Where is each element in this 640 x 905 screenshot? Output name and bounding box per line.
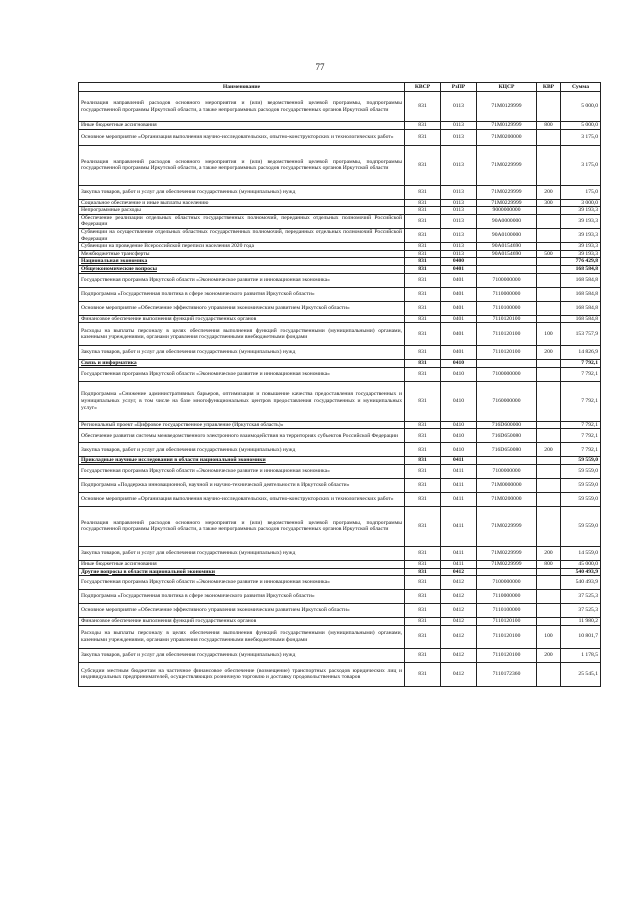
cell-kvsr: 831 <box>405 478 441 492</box>
cell-kvsr: 831 <box>405 92 441 122</box>
table-row <box>79 560 601 568</box>
cell-kvr <box>537 367 561 381</box>
cell-kvr <box>537 478 561 492</box>
cell-sum: 7 792,1 <box>561 421 601 429</box>
table-row <box>79 301 601 315</box>
table-row <box>79 145 601 185</box>
cell-kvr: 500 <box>537 250 561 258</box>
cell-kvr <box>537 228 561 242</box>
cell-kcsr: 71М0229999 <box>477 185 537 199</box>
cell-kcsr: 7110120100 <box>477 323 537 346</box>
cell-rzpr: 0113 <box>441 243 477 251</box>
cell-kvr: 200 <box>537 443 561 457</box>
cell-kvr: 300 <box>537 199 561 207</box>
cell-kvr: 800 <box>537 122 561 130</box>
table-row <box>79 492 601 506</box>
cell-sum: 175,0 <box>561 185 601 199</box>
cell-name: Реализация направлений расходов основного мероприятия и (или) ведомственной целевой программы, подпрограммы государственной программы Иркутской области, а также непрограммных расходов государственных органов Иркутской области <box>79 145 405 185</box>
cell-kcsr: 7100000000 <box>477 367 537 381</box>
cell-kvr <box>537 92 561 122</box>
cell-kvr <box>537 287 561 301</box>
cell-rzpr: 0411 <box>441 492 477 506</box>
cell-kvsr: 831 <box>405 492 441 506</box>
cell-kvr <box>537 590 561 604</box>
cell-name: Общеэкономические вопросы <box>79 265 405 273</box>
cell-kcsr <box>477 457 537 465</box>
cell-name: Иные бюджетные ассигнования <box>79 560 405 568</box>
cell-rzpr: 0401 <box>441 273 477 287</box>
cell-kvsr: 831 <box>405 129 441 145</box>
cell-rzpr: 0401 <box>441 315 477 323</box>
cell-name: Другие вопросы в области национальной экономики <box>79 568 405 576</box>
cell-sum: 168 584,8 <box>561 287 601 301</box>
cell-sum: 3 175,0 <box>561 129 601 145</box>
cell-rzpr: 0410 <box>441 381 477 421</box>
cell-kvsr: 831 <box>405 207 441 215</box>
cell-rzpr: 0410 <box>441 360 477 368</box>
cell-kvsr: 831 <box>405 273 441 287</box>
cell-name: Прикладные научные исследования в области национальной экономики <box>79 457 405 465</box>
cell-rzpr: 0411 <box>441 478 477 492</box>
cell-kvr <box>537 243 561 251</box>
header-name: Наименование <box>79 83 405 92</box>
cell-name: Реализация направлений расходов основного мероприятия и (или) ведомственной целевой программы, подпрограммы государственной программы Иркутской области, а также непрограммных расходов государственных органов Иркутской области <box>79 92 405 122</box>
cell-name: Закупка товаров, работ и услуг для обеспечения государственных (муниципальных) нужд <box>79 443 405 457</box>
cell-rzpr: 0400 <box>441 258 477 266</box>
table-row <box>79 443 601 457</box>
cell-name: Субвенции на осуществление отдельных областных государственных полномочий, переданных отдельных полномочий Российской Федерации <box>79 228 405 242</box>
cell-kvsr: 831 <box>405 145 441 185</box>
cell-sum: 59 559,0 <box>561 492 601 506</box>
cell-kvr: 100 <box>537 323 561 346</box>
cell-kvr: 200 <box>537 546 561 560</box>
table-row <box>79 185 601 199</box>
table-header-row <box>79 83 601 92</box>
cell-rzpr: 0113 <box>441 185 477 199</box>
cell-kvsr: 831 <box>405 360 441 368</box>
table-row <box>79 625 601 648</box>
cell-kvr <box>537 421 561 429</box>
cell-rzpr: 0113 <box>441 129 477 145</box>
cell-kvr: 100 <box>537 625 561 648</box>
cell-rzpr: 0401 <box>441 301 477 315</box>
cell-name: Субвенции на проведение Всероссийской переписи населения 2020 года <box>79 243 405 251</box>
table-row <box>79 429 601 443</box>
table-row <box>79 457 601 465</box>
cell-kvsr: 831 <box>405 618 441 626</box>
cell-kvsr: 831 <box>405 443 441 457</box>
cell-name: Основное мероприятие «Обеспечение эффективного управления экономическим развитием Иркутской области» <box>79 604 405 618</box>
cell-name: Государственная программа Иркутской области «Экономическое развитие и инновационная экономика» <box>79 576 405 590</box>
cell-name: Обеспечение развития системы межведомственного электронного взаимодействия на территориях субъектов Российской Федерации <box>79 429 405 443</box>
cell-rzpr: 0411 <box>441 546 477 560</box>
cell-kcsr: 716D600000 <box>477 421 537 429</box>
cell-name: Национальная экономика <box>79 258 405 266</box>
cell-kvr <box>537 492 561 506</box>
cell-rzpr: 0113 <box>441 92 477 122</box>
cell-kcsr: 90А0154690 <box>477 243 537 251</box>
cell-kvsr: 831 <box>405 625 441 648</box>
cell-kcsr: 71М0229999 <box>477 546 537 560</box>
table-row <box>79 648 601 662</box>
header-kvr: КВР <box>537 83 561 92</box>
table-row <box>79 265 601 273</box>
cell-kcsr: 71М0129999 <box>477 122 537 130</box>
cell-rzpr: 0412 <box>441 618 477 626</box>
cell-rzpr: 0410 <box>441 443 477 457</box>
cell-kvsr: 831 <box>405 323 441 346</box>
cell-sum: 7 792,1 <box>561 443 601 457</box>
cell-rzpr: 0411 <box>441 560 477 568</box>
cell-name: Закупка товаров, работ и услуг для обеспечения государственных (муниципальных) нужд <box>79 346 405 360</box>
cell-kvr: 200 <box>537 185 561 199</box>
cell-name: Иные бюджетные ассигнования <box>79 122 405 130</box>
header-kvsr: КВСР <box>405 83 441 92</box>
cell-kcsr: 7100000000 <box>477 273 537 287</box>
cell-sum: 45 000,0 <box>561 560 601 568</box>
cell-kvsr: 831 <box>405 287 441 301</box>
cell-kvsr: 831 <box>405 301 441 315</box>
cell-kcsr: 716D650080 <box>477 443 537 457</box>
table-row <box>79 323 601 346</box>
table-row <box>79 122 601 130</box>
cell-kcsr <box>477 265 537 273</box>
cell-name: Основное мероприятие «Организация выполнения научно-исследовательских, опытно-конструкторских и технологических работ» <box>79 129 405 145</box>
budget-table <box>78 82 601 687</box>
cell-sum: 39 193,3 <box>561 243 601 251</box>
cell-kcsr: 7160000000 <box>477 381 537 421</box>
table-row <box>79 207 601 215</box>
table-row <box>79 129 601 145</box>
table-row <box>79 243 601 251</box>
cell-sum: 14 826,9 <box>561 346 601 360</box>
cell-rzpr: 0113 <box>441 228 477 242</box>
table-row <box>79 381 601 421</box>
cell-kvsr: 831 <box>405 648 441 662</box>
cell-kcsr: 71М0200000 <box>477 129 537 145</box>
cell-name: Региональный проект «Цифровое государственное управление (Иркутская область)» <box>79 421 405 429</box>
cell-kvr <box>537 429 561 443</box>
cell-rzpr: 0412 <box>441 648 477 662</box>
cell-kvr <box>537 207 561 215</box>
cell-sum: 5 000,0 <box>561 122 601 130</box>
cell-name: Финансовое обеспечение выполнения функций государственных органов <box>79 618 405 626</box>
cell-sum: 10 801,7 <box>561 625 601 648</box>
table-row <box>79 568 601 576</box>
cell-sum: 776 429,8 <box>561 258 601 266</box>
cell-kvr <box>537 315 561 323</box>
cell-kvr <box>537 265 561 273</box>
cell-rzpr: 0411 <box>441 457 477 465</box>
cell-sum: 168 584,8 <box>561 265 601 273</box>
cell-kcsr: 71М0129999 <box>477 92 537 122</box>
cell-kvsr: 831 <box>405 315 441 323</box>
cell-name: Подпрограмма «Государственная политика в сфере экономического развития Иркутской области» <box>79 590 405 604</box>
cell-kcsr: 7110120100 <box>477 625 537 648</box>
cell-kcsr: 90А0000000 <box>477 214 537 228</box>
cell-kvsr: 831 <box>405 590 441 604</box>
cell-name: Расходы на выплаты персоналу в целях обеспечения выполнения функций государственными (муниципальными) органами, казенными учреждениями, органами управления государственными внебюджетными фондами <box>79 323 405 346</box>
cell-kvr: 200 <box>537 346 561 360</box>
cell-kvr <box>537 464 561 478</box>
cell-kvr <box>537 360 561 368</box>
cell-kvsr: 831 <box>405 122 441 130</box>
cell-name: Закупка товаров, работ и услуг для обеспечения государственных (муниципальных) нужд <box>79 185 405 199</box>
cell-rzpr: 0411 <box>441 506 477 546</box>
table-body <box>79 92 601 687</box>
table-row <box>79 367 601 381</box>
cell-sum: 39 193,3 <box>561 214 601 228</box>
page-number: 77 <box>315 62 325 72</box>
cell-sum: 3 175,0 <box>561 145 601 185</box>
cell-kvsr: 831 <box>405 506 441 546</box>
cell-rzpr: 0412 <box>441 590 477 604</box>
cell-kvsr: 831 <box>405 576 441 590</box>
cell-sum: 14 559,0 <box>561 546 601 560</box>
cell-kvr <box>537 258 561 266</box>
cell-rzpr: 0410 <box>441 367 477 381</box>
cell-kvr: 200 <box>537 648 561 662</box>
cell-sum: 5 000,0 <box>561 92 601 122</box>
table-row <box>79 258 601 266</box>
cell-kcsr <box>477 258 537 266</box>
cell-name: Подпрограмма «Снижение административных барьеров, оптимизация и повышение качества предоставления государственных и муниципальных услуг, в том числе на базе многофункциональных центров предоставления государственных и муниципальных услуг» <box>79 381 405 421</box>
cell-kcsr: 9000000000 <box>477 207 537 215</box>
cell-kcsr: 7110120100 <box>477 346 537 360</box>
cell-sum: 59 559,0 <box>561 464 601 478</box>
cell-name: Закупка товаров, работ и услуг для обеспечения государственных (муниципальных) нужд <box>79 546 405 560</box>
cell-sum: 540 493,9 <box>561 568 601 576</box>
cell-kcsr: 90А0100000 <box>477 228 537 242</box>
table-row <box>79 618 601 626</box>
cell-sum: 168 584,8 <box>561 315 601 323</box>
table-row <box>79 250 601 258</box>
cell-kcsr <box>477 568 537 576</box>
cell-kvsr: 831 <box>405 457 441 465</box>
cell-kvr <box>537 604 561 618</box>
header-rzpr: РзПР <box>441 83 477 92</box>
cell-kvsr: 831 <box>405 185 441 199</box>
cell-kcsr: 71М0229999 <box>477 560 537 568</box>
cell-sum: 11 980,2 <box>561 618 601 626</box>
cell-sum: 59 559,0 <box>561 457 601 465</box>
cell-rzpr: 0411 <box>441 464 477 478</box>
cell-kvsr: 831 <box>405 346 441 360</box>
table-row <box>79 478 601 492</box>
cell-name: Подпрограмма «Поддержка инновационной, научной и научно-технической деятельности в Иркутской области» <box>79 478 405 492</box>
cell-kcsr: 71М0229999 <box>477 145 537 185</box>
cell-kvr: 800 <box>537 560 561 568</box>
cell-name: Государственная программа Иркутской области «Экономическое развитие и инновационная экономика» <box>79 464 405 478</box>
table-row <box>79 287 601 301</box>
table-row <box>79 92 601 122</box>
cell-sum: 25 545,1 <box>561 662 601 686</box>
header-sum: Сумма <box>561 83 601 92</box>
cell-name: Расходы на выплаты персоналу в целях обеспечения выполнения функций государственными (муниципальными) органами, казенными учреждениями, органами управления государственными внебюджетными фондами <box>79 625 405 648</box>
cell-name: Социальное обеспечение и иные выплаты населению <box>79 199 405 207</box>
cell-name: Государственная программа Иркутской области «Экономическое развитие и инновационная экономика» <box>79 273 405 287</box>
cell-rzpr: 0113 <box>441 250 477 258</box>
cell-kvsr: 831 <box>405 429 441 443</box>
cell-name: Основное мероприятие «Обеспечение эффективного управления экономическим развитием Иркутской области» <box>79 301 405 315</box>
cell-kcsr: 7110120100 <box>477 648 537 662</box>
cell-kcsr: 71М0000000 <box>477 478 537 492</box>
cell-name: Государственная программа Иркутской области «Экономическое развитие и инновационная экономика» <box>79 367 405 381</box>
cell-rzpr: 0401 <box>441 323 477 346</box>
cell-sum: 7 792,1 <box>561 360 601 368</box>
cell-kcsr: 71М0200000 <box>477 492 537 506</box>
header-kcsr: КЦСР <box>477 83 537 92</box>
cell-kvsr: 831 <box>405 199 441 207</box>
cell-rzpr: 0412 <box>441 576 477 590</box>
cell-sum: 7 792,1 <box>561 381 601 421</box>
table-row <box>79 199 601 207</box>
cell-kvr <box>537 506 561 546</box>
cell-kvsr: 831 <box>405 243 441 251</box>
cell-sum: 59 559,0 <box>561 478 601 492</box>
cell-kcsr: 7110120100 <box>477 315 537 323</box>
cell-kvr <box>537 381 561 421</box>
cell-name: Субсидии местным бюджетам на частичное финансовое обеспечение (возмещение) транспортных расходов юридических лиц и индивидуальных предпринимателей, осуществляющих розничную торговлю и доставку продовольственных товаров <box>79 662 405 686</box>
cell-kvsr: 831 <box>405 228 441 242</box>
cell-rzpr: 0412 <box>441 568 477 576</box>
cell-sum: 39 193,3 <box>561 207 601 215</box>
cell-kvsr: 831 <box>405 568 441 576</box>
cell-kvr <box>537 457 561 465</box>
cell-name: Финансовое обеспечение выполнения функций государственных органов <box>79 315 405 323</box>
cell-sum: 168 584,8 <box>561 273 601 287</box>
cell-kcsr: 7110100000 <box>477 604 537 618</box>
table-row <box>79 604 601 618</box>
cell-kvsr: 831 <box>405 421 441 429</box>
cell-kvr <box>537 301 561 315</box>
cell-kvsr: 831 <box>405 214 441 228</box>
cell-kcsr: 7110100000 <box>477 301 537 315</box>
cell-sum: 7 792,1 <box>561 429 601 443</box>
cell-sum: 39 193,3 <box>561 250 601 258</box>
cell-kvr <box>537 129 561 145</box>
cell-kvsr: 831 <box>405 258 441 266</box>
table-row <box>79 662 601 686</box>
cell-kcsr: 716D650080 <box>477 429 537 443</box>
cell-kcsr: 7110120100 <box>477 618 537 626</box>
cell-rzpr: 0412 <box>441 625 477 648</box>
cell-kvsr: 831 <box>405 546 441 560</box>
table-row <box>79 464 601 478</box>
cell-rzpr: 0113 <box>441 207 477 215</box>
cell-rzpr: 0410 <box>441 421 477 429</box>
cell-sum: 39 193,3 <box>561 228 601 242</box>
cell-name: Подпрограмма «Государственная политика в сфере экономического развития Иркутской области» <box>79 287 405 301</box>
cell-sum: 59 559,0 <box>561 506 601 546</box>
table-row <box>79 590 601 604</box>
cell-sum: 168 584,8 <box>561 301 601 315</box>
cell-rzpr: 0113 <box>441 214 477 228</box>
cell-kvr <box>537 568 561 576</box>
cell-kvsr: 831 <box>405 265 441 273</box>
cell-kcsr: 7100000000 <box>477 464 537 478</box>
cell-name: Основное мероприятие «Организация выполнения научно-исследовательских, опытно-конструкторских и технологических работ» <box>79 492 405 506</box>
cell-sum: 153 757,9 <box>561 323 601 346</box>
cell-sum: 37 525,3 <box>561 604 601 618</box>
table-row <box>79 546 601 560</box>
cell-kvsr: 831 <box>405 560 441 568</box>
cell-name: Межбюджетные трансферты <box>79 250 405 258</box>
cell-kcsr: 71М0229999 <box>477 506 537 546</box>
cell-rzpr: 0113 <box>441 122 477 130</box>
cell-kvr <box>537 662 561 686</box>
cell-rzpr: 0113 <box>441 145 477 185</box>
cell-rzpr: 0401 <box>441 265 477 273</box>
cell-sum: 540 493,9 <box>561 576 601 590</box>
table-row <box>79 214 601 228</box>
cell-name: Реализация направлений расходов основного мероприятия и (или) ведомственной целевой программы, подпрограммы государственной программы Иркутской области, а также непрограммных расходов государственных органов Иркутской области <box>79 506 405 546</box>
cell-rzpr: 0113 <box>441 199 477 207</box>
cell-kcsr: 7110000000 <box>477 287 537 301</box>
cell-kcsr: 7110172360 <box>477 662 537 686</box>
cell-name: Обеспечение реализации отдельных областных государственных полномочий, переданных отдельных полномочий Российской Федерации <box>79 214 405 228</box>
table-row <box>79 315 601 323</box>
cell-kcsr: 7100000000 <box>477 576 537 590</box>
cell-kvr <box>537 214 561 228</box>
cell-sum: 1 178,5 <box>561 648 601 662</box>
table-row <box>79 273 601 287</box>
cell-kcsr <box>477 360 537 368</box>
table-row <box>79 506 601 546</box>
cell-sum: 37 525,3 <box>561 590 601 604</box>
cell-kcsr: 71М0229999 <box>477 199 537 207</box>
cell-kvsr: 831 <box>405 604 441 618</box>
cell-rzpr: 0412 <box>441 604 477 618</box>
cell-rzpr: 0412 <box>441 662 477 686</box>
table-row <box>79 228 601 242</box>
table-row <box>79 576 601 590</box>
table-row <box>79 346 601 360</box>
cell-kvr <box>537 145 561 185</box>
cell-name: Непрограммные расходы <box>79 207 405 215</box>
cell-sum: 7 792,1 <box>561 367 601 381</box>
cell-kcsr: 7110000000 <box>477 590 537 604</box>
cell-kvr <box>537 618 561 626</box>
cell-name: Связь и информатика <box>79 360 405 368</box>
cell-sum: 3 000,0 <box>561 199 601 207</box>
cell-kvsr: 831 <box>405 662 441 686</box>
cell-name: Закупка товаров, работ и услуг для обеспечения государственных (муниципальных) нужд <box>79 648 405 662</box>
cell-kcsr: 90А0154690 <box>477 250 537 258</box>
table-row <box>79 421 601 429</box>
cell-rzpr: 0401 <box>441 346 477 360</box>
cell-kvsr: 831 <box>405 464 441 478</box>
table-row <box>79 360 601 368</box>
cell-rzpr: 0401 <box>441 287 477 301</box>
cell-kvr <box>537 273 561 287</box>
cell-kvr <box>537 576 561 590</box>
cell-kvsr: 831 <box>405 250 441 258</box>
cell-kvsr: 831 <box>405 381 441 421</box>
cell-kvsr: 831 <box>405 367 441 381</box>
cell-rzpr: 0410 <box>441 429 477 443</box>
